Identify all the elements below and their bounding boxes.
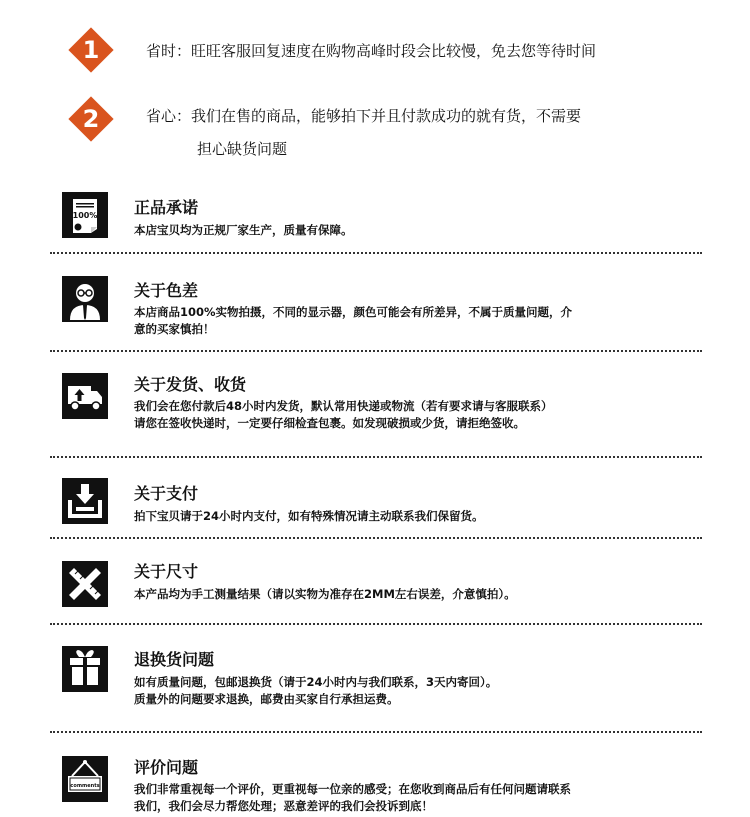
section-desc-line: 请您在签收快递时，一定要仔细检查包裹。如发现破损或少货，请拒绝签收。 — [134, 416, 525, 430]
section-reviews — [0, 750, 750, 817]
section-genuine-promise — [0, 190, 750, 250]
section-desc-line: 拍下宝贝请于24小时内支付，如有特殊情况请主动联系我们保留货。 — [134, 509, 484, 523]
svg-text:100%: 100% — [72, 211, 98, 220]
section-desc-line: 质量外的问题要求退换，邮费由买家自行承担运费。 — [134, 692, 399, 706]
section-title: 关于发货、收货 — [134, 375, 247, 394]
section-size — [0, 555, 750, 615]
section-payment — [0, 472, 750, 532]
divider — [50, 537, 702, 539]
section-title: 退换货问题 — [134, 650, 215, 669]
section-title: 关于尺寸 — [134, 562, 199, 581]
gift-box-icon — [62, 646, 108, 692]
divider — [50, 350, 702, 352]
top-item-2-text-line2: 担心缺货问题 — [197, 140, 288, 158]
section-desc-line: 我们，我们会尽力帮您处理；恶意差评的我们会投诉到底！ — [134, 799, 433, 813]
section-desc-line: 意的买家慎拍！ — [134, 322, 215, 336]
ruler-cross-icon — [62, 561, 108, 607]
top-item-2 — [0, 96, 750, 166]
section-desc-line: 如有质量问题，包邮退换货（请于24小时内与我们联系，3天内寄回）。 — [134, 675, 498, 689]
divider — [50, 731, 702, 733]
svg-text:comments: comments — [70, 783, 100, 789]
top-item-1 — [0, 26, 750, 76]
section-desc-line: 本产品均为手工测量结果（请以实物为准存在2MM左右误差，介意慎拍）。 — [134, 587, 516, 601]
certificate-100-icon — [62, 192, 108, 238]
section-title: 正品承诺 — [134, 198, 199, 217]
section-title: 关于支付 — [134, 484, 199, 503]
section-title: 关于色差 — [134, 281, 199, 300]
number-badge-1-label: 1 — [82, 36, 100, 64]
divider — [50, 623, 702, 625]
divider — [50, 252, 702, 254]
section-color-difference — [0, 272, 750, 342]
section-returns-exchanges — [0, 641, 750, 716]
download-tray-icon — [62, 478, 108, 524]
top-item-1-text: 省时：旺旺客服回复速度在购物高峰时段会比较慢，免去您等待时间 — [146, 42, 597, 60]
comments-sign-icon — [62, 756, 108, 802]
section-desc-line: 本店商品100%实物拍摄，不同的显示器，颜色可能会有所差异，不属于质量问题，介 — [134, 305, 573, 319]
divider — [50, 456, 702, 458]
section-shipping-receiving — [0, 367, 750, 447]
person-with-glasses-icon — [62, 276, 108, 322]
section-desc-line: 本店宝贝均为正规厂家生产，质量有保障。 — [134, 223, 353, 237]
number-badge-2-label: 2 — [82, 105, 100, 133]
section-desc-line: 我们会在您付款后48小时内发货，默认常用快递或物流（若有要求请与客服联系） — [134, 399, 553, 413]
section-desc-line: 我们非常重视每一个评价，更重视每一位亲的感受；在您收到商品后有任何问题请联系 — [134, 782, 571, 796]
delivery-truck-icon — [62, 373, 108, 419]
section-title: 评价问题 — [134, 758, 199, 777]
top-item-2-text-line1: 省心：我们在售的商品，能够拍下并且付款成功的就有货，不需要 — [146, 107, 582, 125]
